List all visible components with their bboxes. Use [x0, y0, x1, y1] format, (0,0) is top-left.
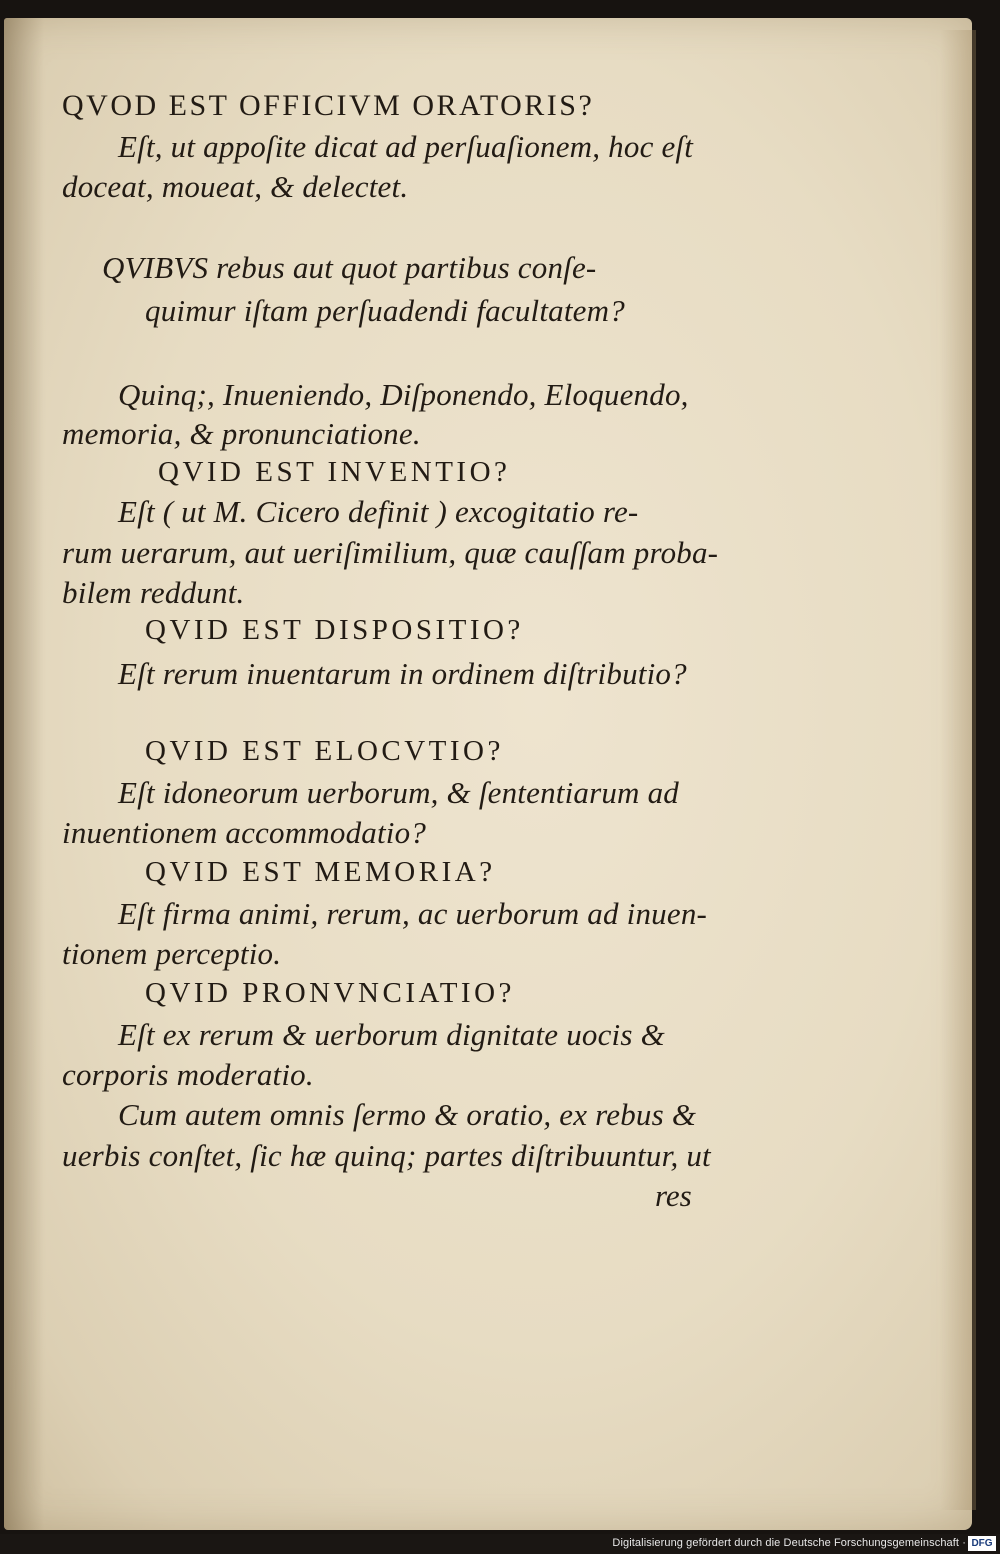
- text-line: uerbis conſtet, ſic hæ quinq; partes diſtribuuntur, ut: [62, 1138, 711, 1173]
- text-line: Eſt ex rerum & uerborum dignitate uocis &: [118, 1017, 665, 1052]
- heading-inventio: QVID EST INVENTIO?: [158, 456, 511, 488]
- digitization-credit: Digitalisierung gefördert durch die Deutsche Forschungsgemeinschaft ·: [612, 1537, 966, 1549]
- question-quibus: QVIBVS rebus aut quot partibus conſe-: [102, 250, 597, 285]
- text-line: corporis moderatio.: [62, 1057, 314, 1092]
- text-line: Quinq;, Inueniendo, Diſponendo, Eloquendo,: [118, 377, 689, 412]
- dfg-logo: DFG: [968, 1536, 996, 1551]
- text-line: quimur iſtam perſuadendi facultatem?: [145, 293, 625, 328]
- catchword: res: [655, 1178, 692, 1213]
- text-line: Cum autem omnis ſermo & oratio, ex rebus &: [118, 1097, 697, 1132]
- heading-memoria: QVID EST MEMORIA?: [145, 856, 496, 888]
- text-line: Eſt firma animi, rerum, ac uerborum ad inuen-: [118, 896, 708, 931]
- text-line: bilem reddunt.: [62, 575, 245, 610]
- text-line: Eſt idoneorum uerborum, & ſententiarum ad: [118, 775, 679, 810]
- text-line: rum uerarum, aut ueriſimilium, quæ cauſſam proba-: [62, 535, 719, 570]
- text-line: memoria, & pronunciatione.: [62, 416, 421, 451]
- heading-elocutio: QVID EST ELOCVTIO?: [145, 735, 504, 767]
- heading-dispositio: QVID EST DISPOSITIO?: [145, 614, 524, 646]
- heading-pronunciatio: QVID PRONVNCIATIO?: [145, 977, 515, 1009]
- text-line: Eſt rerum inuentarum in ordinem diſtributio?: [118, 656, 687, 691]
- text-line: doceat, moueat, & delectet.: [62, 169, 409, 204]
- text-line: Eſt, ut appoſite dicat ad perſuaſionem, hoc eſt: [118, 129, 694, 164]
- heading-officium: QVOD EST OFFICIVM ORATORIS?: [62, 89, 595, 122]
- text-line: tionem perceptio.: [62, 936, 282, 971]
- text-line: inuentionem accommodatio?: [62, 815, 427, 850]
- text-line: Eſt ( ut M. Cicero definit ) excogitatio re-: [118, 494, 639, 529]
